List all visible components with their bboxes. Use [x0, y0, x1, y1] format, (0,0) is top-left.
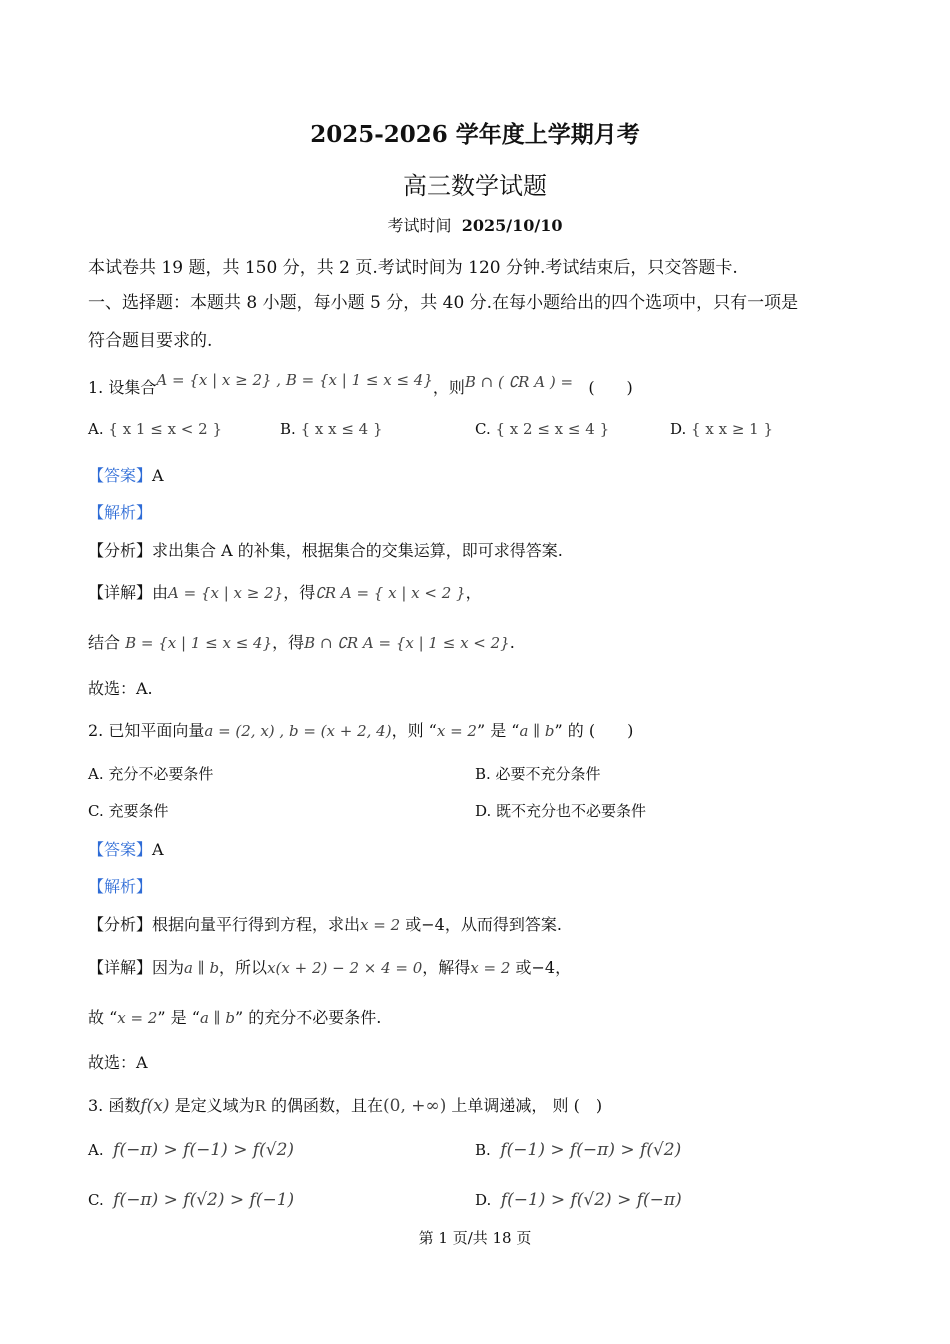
q1-detail: 【详解】由A = {x | x ≥ 2}，得∁R A = { x | x < 2 }， — [88, 583, 482, 602]
exam-subtitle: 高三数学试题 — [403, 172, 547, 200]
q1-option-c: C. { x 2 ≤ x ≤ 4 } — [475, 420, 610, 438]
q1-paren: ( ) — [588, 378, 633, 397]
q2-fenxi: 【分析】根据向量平行得到方程，求出x = 2 或−4，从而得到答案. — [88, 915, 562, 934]
q1-answer: 【答案】A — [88, 466, 164, 485]
q1-choose: 故选：A. — [88, 679, 153, 698]
q1-option-b: B. { x x ≤ 4 } — [280, 420, 383, 438]
q1-expr: A = {x | x ≥ 2} , B = {x | 1 ≤ x ≤ 4} — [156, 371, 433, 389]
q1-analysis-tag: 【解析】 — [88, 503, 153, 522]
q2-detail: 【详解】因为a ∥ b，所以x(x + 2) − 2 × 4 = 0，解得x = 2 或−4， — [88, 958, 572, 977]
intro-text: 本试卷共 19 题，共 150 分，共 2 页.考试时间为 120 分钟.考试结束后，只交答题卡. — [88, 258, 738, 278]
q1-combine: 结合 B = {x | 1 ≤ x ≤ 4}，得B ∩ ∁R A = {x | 1 ≤ x < 2}. — [88, 633, 515, 652]
q3-option-c: C. f(−π) > f(√2) > f(−1) — [88, 1190, 295, 1210]
q3-stem: 3. 函数f(x) 是定义域为R 的偶函数，且在(0, +∞) 上单调递减， 则 ( ) — [88, 1096, 603, 1116]
q1-fenxi: 【分析】求出集合 A 的补集，根据集合的交集运算，即可求得答案. — [88, 541, 563, 560]
q3-option-d: D. f(−1) > f(√2) > f(−π) — [475, 1190, 682, 1210]
exam-time — [0, 213, 950, 236]
exam-title: 2025-2026 学年度上学期月考 — [310, 121, 640, 148]
q2-option-d: D. 既不充分也不必要条件 — [475, 802, 647, 820]
q3-option-b: B. f(−1) > f(−π) > f(√2) — [475, 1140, 682, 1160]
q2-option-b: B. 必要不充分条件 — [475, 765, 601, 783]
q2-stem: 2. 已知平面向量a = (2, x) , b = (x + 2, 4)，则 “x = 2” 是 “a ∥ b” 的 ( ) — [88, 721, 634, 740]
q2-option-c: C. 充要条件 — [88, 802, 169, 820]
q1-stem — [88, 371, 633, 398]
q1-option-a: A. { x 1 ≤ x < 2 } — [88, 420, 222, 438]
section-heading: 一、选择题：本题共 8 小题，每小题 5 分，共 40 分.在每小题给出的四个选项中，只有一项是 — [88, 293, 799, 313]
q1-number: 1. 设集合 — [88, 378, 157, 397]
q3-option-a: A. f(−π) > f(−1) > f(√2) — [88, 1140, 295, 1160]
section-heading-cont: 符合题目要求的. — [88, 331, 213, 351]
q2-option-a: A. 充分不必要条件 — [88, 765, 214, 783]
q2-analysis-tag: 【解析】 — [88, 877, 153, 896]
q2-choose: 故选：A — [88, 1053, 148, 1072]
q1-option-d: D. { x x ≥ 1 } — [670, 420, 774, 438]
q1-then: ，则 — [432, 378, 465, 397]
q1-ask: B ∩ ( ∁R A ) = — [464, 373, 574, 391]
exam-time-label: 考试时间 — [387, 216, 452, 235]
q2-conclusion: 故 “x = 2” 是 “a ∥ b” 的充分不必要条件. — [88, 1008, 382, 1027]
exam-date: 2025/10/10 — [461, 216, 563, 235]
q2-answer: 【答案】A — [88, 840, 164, 859]
page-footer: 第 1 页/共 18 页 — [418, 1229, 532, 1247]
